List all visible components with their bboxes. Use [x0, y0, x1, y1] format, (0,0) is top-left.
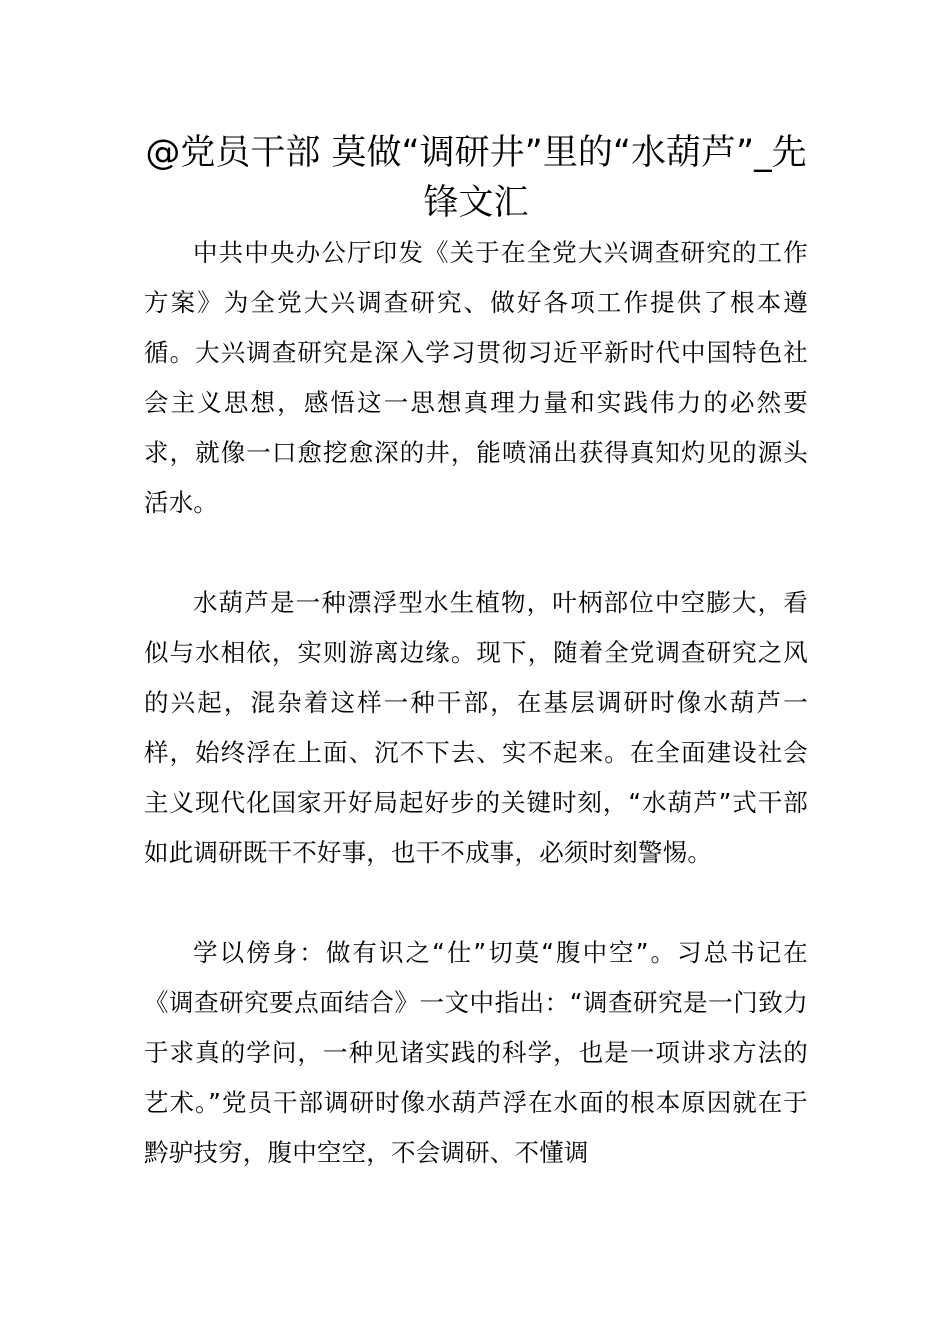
paragraph-2: 水葫芦是一种漂浮型水生植物，叶柄部位中空膨大，看似与水相依，实则游离边缘。现下，随着全党调查研究之风的兴起，混杂着这样一种干部，在基层调研时像水葫芦一样，始终浮在上面、沉不下去、实不起来。在全面建设社会主义现代化国家开好局起好步的关键时刻，“水葫芦”式干部如此调研既干不好事，也干不成事，必须时刻警惕。: [144, 588, 808, 867]
paragraph-3: 学以傍身：做有识之“仕”切莫“腹中空”。习总书记在《调查研究要点面结合》一文中指出：“调查研究是一门致力于求真的学问，一种见诸实践的科学，也是一项讲求方法的艺术。”党员干部调研时像水葫芦浮在水面的根本原因就在于黔驴技穷，腹中空空，不会调研、不懂调: [144, 938, 808, 1167]
paragraph-spacer: [144, 528, 808, 578]
document-title: @党员干部 莫做“调研井”里的“水葫芦”_先锋文汇: [145, 133, 807, 223]
document-page: [144, 128, 808, 1178]
paragraph-spacer: [144, 878, 808, 928]
paragraph-1: 中共中央办公厅印发《关于在全党大兴调查研究的工作方案》为全党大兴调查研究、做好各项工作提供了根本遵循。大兴调查研究是深入学习贯彻习近平新时代中国特色社会主义思想，感悟这一思想真理力量和实践伟力的必然要求，就像一口愈挖愈深的井，能喷涌出获得真知灼见的源头活水。: [144, 238, 808, 517]
